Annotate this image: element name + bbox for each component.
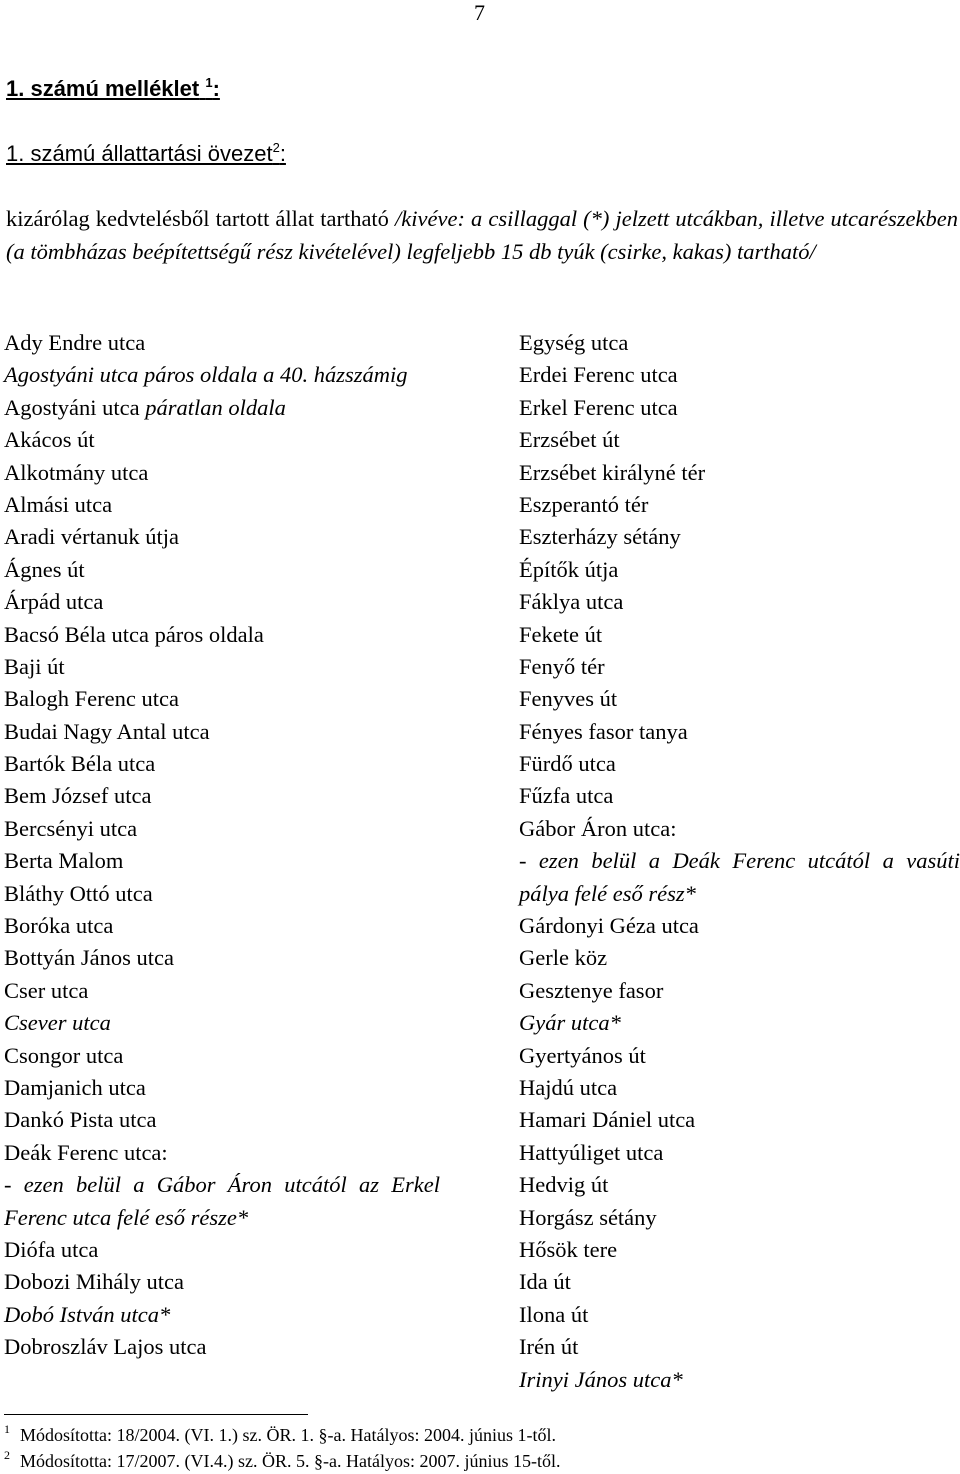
- footnote-2: [4, 1448, 560, 1474]
- street-item: Egység utca: [519, 330, 629, 355]
- street-item: Gábor Áron utca:: [519, 815, 677, 841]
- street-item: Eszterházy sétány: [519, 524, 681, 550]
- street-item: Damjanich utca: [4, 1075, 146, 1100]
- street-item: Fekete út: [519, 621, 603, 647]
- street-item: Irinyi János utca*: [519, 1366, 683, 1392]
- street-item: Fáklya utca: [519, 589, 624, 615]
- street-item: Gesztenye fasor: [519, 977, 664, 1003]
- street-item: Erzsébet út: [519, 427, 620, 453]
- zone-title-text: 1. számú állattartási övezet: [6, 141, 273, 166]
- street-item: Hedvig út: [519, 1172, 609, 1198]
- footnote-1-text: Módosította: 18/2004. (VI. 1.) sz. ÖR. 1. §-a. Hatályos: 2004. június 1-től.: [20, 1425, 556, 1445]
- street-item: Budai Nagy Antal utca: [4, 718, 210, 744]
- street-item: Akácos út: [4, 427, 95, 453]
- street-item: Fenyves út: [519, 686, 618, 712]
- street-item: Alkotmány utca: [4, 459, 149, 485]
- street-item: Gyertyános út: [519, 1042, 646, 1068]
- annex-title-suffix: :: [212, 76, 220, 101]
- street-item: Csever utca: [4, 1010, 111, 1036]
- street-item: Bottyán János utca: [4, 945, 174, 971]
- street-item: Bacsó Béla utca páros oldala: [4, 621, 264, 647]
- intro-paragraph: [6, 203, 958, 268]
- street-item: Boróka utca: [4, 913, 114, 939]
- street-item: Cser utca: [4, 977, 89, 1003]
- street-item: Eszperantó tér: [519, 491, 649, 517]
- street-item: - ezen belül a Deák Ferenc utcától a vasúti pálya felé eső rész*: [519, 848, 960, 906]
- street-item: Fürdő utca: [519, 751, 616, 777]
- street-item: Ida út: [519, 1269, 571, 1295]
- street-item: Fenyő tér: [519, 653, 605, 679]
- street-item: Erkel Ferenc utca: [519, 394, 678, 420]
- street-item: Erdei Ferenc utca: [519, 362, 678, 388]
- street-item: Gárdonyi Géza utca: [519, 913, 699, 939]
- footnotes: [4, 1422, 560, 1474]
- street-item: Deák Ferenc utca:: [4, 1139, 168, 1165]
- street-item: Hősök tere: [519, 1236, 618, 1262]
- street-item: Dobroszláv Lajos utca: [4, 1334, 207, 1360]
- street-item: Csongor utca: [4, 1042, 124, 1068]
- footnote-2-text: Módosította: 17/2007. (VI.4.) sz. ÖR. 5. §-a. Hatályos: 2007. június 15-től.: [20, 1451, 561, 1471]
- zone-footnote-ref[interactable]: 2: [272, 140, 280, 155]
- street-item: Dankó Pista utca: [4, 1107, 157, 1133]
- street-item: Dobozi Mihály utca: [4, 1269, 184, 1295]
- street-item: Ágnes út: [4, 556, 85, 582]
- footnote-2-ref: 2: [4, 1448, 10, 1462]
- street-item: Balogh Ferenc utca: [4, 686, 179, 712]
- street-item: Dobó István utca*: [4, 1301, 171, 1327]
- street-item: Ady Endre utca: [4, 330, 146, 355]
- annex-title-text: 1. számú melléklet: [6, 76, 200, 101]
- street-item: Agostyáni utca páratlan oldala: [4, 394, 286, 420]
- street-item: Hamari Dániel utca: [519, 1107, 696, 1133]
- street-item: Horgász sétány: [519, 1204, 657, 1230]
- street-item: Berta Malom: [4, 848, 124, 874]
- street-item: - ezen belül a Gábor Áron utcától az Erkel Ferenc utca felé eső része*: [4, 1172, 440, 1230]
- street-item: Erzsébet királyné tér: [519, 459, 706, 485]
- street-item: Agostyáni utca páros oldala a 40. házszámig: [4, 362, 408, 388]
- street-list-left: [4, 327, 440, 1364]
- street-list-right: [519, 327, 960, 1396]
- footnote-1: [4, 1422, 560, 1448]
- street-item: Gerle köz: [519, 945, 608, 971]
- street-item: Fűzfa utca: [519, 783, 614, 809]
- street-item: Bem József utca: [4, 783, 152, 809]
- zone-title-suffix: :: [279, 141, 286, 166]
- street-item: Árpád utca: [4, 589, 104, 615]
- street-item: Aradi vértanuk útja: [4, 524, 179, 550]
- street-item: Hattyúliget utca: [519, 1139, 664, 1165]
- intro-italic-text: /kivéve: a csillaggal (*) jelzett utcákban, illetve utcarészekben (a tömbházas beépítettségű rész kivételével) legfeljebb 15 db tyúk (csirke, kakas) tartható/: [6, 206, 958, 264]
- intro-normal-text: kizárólag kedvtelésből tartott állat tartható: [6, 206, 396, 231]
- street-item: Bláthy Ottó utca: [4, 880, 153, 906]
- street-item: Hajdú utca: [519, 1075, 618, 1101]
- zone-title: [6, 137, 286, 171]
- street-item: Bartók Béla utca: [4, 751, 156, 777]
- annex-title: [6, 72, 220, 106]
- street-item: Ilona út: [519, 1301, 589, 1327]
- street-item: Irén út: [519, 1334, 579, 1360]
- street-item: Gyár utca*: [519, 1010, 621, 1036]
- page-number: 7: [474, 0, 485, 25]
- street-item: Almási utca: [4, 491, 113, 517]
- street-item: Diófa utca: [4, 1236, 99, 1262]
- street-item: Fényes fasor tanya: [519, 718, 688, 744]
- street-item: Építők útja: [519, 556, 619, 582]
- street-item: Bercsényi utca: [4, 815, 138, 841]
- street-item: Baji út: [4, 653, 65, 679]
- annex-footnote-ref[interactable]: 1: [205, 75, 213, 90]
- footnote-1-ref: 1: [4, 1422, 10, 1436]
- footnote-separator: [4, 1414, 308, 1415]
